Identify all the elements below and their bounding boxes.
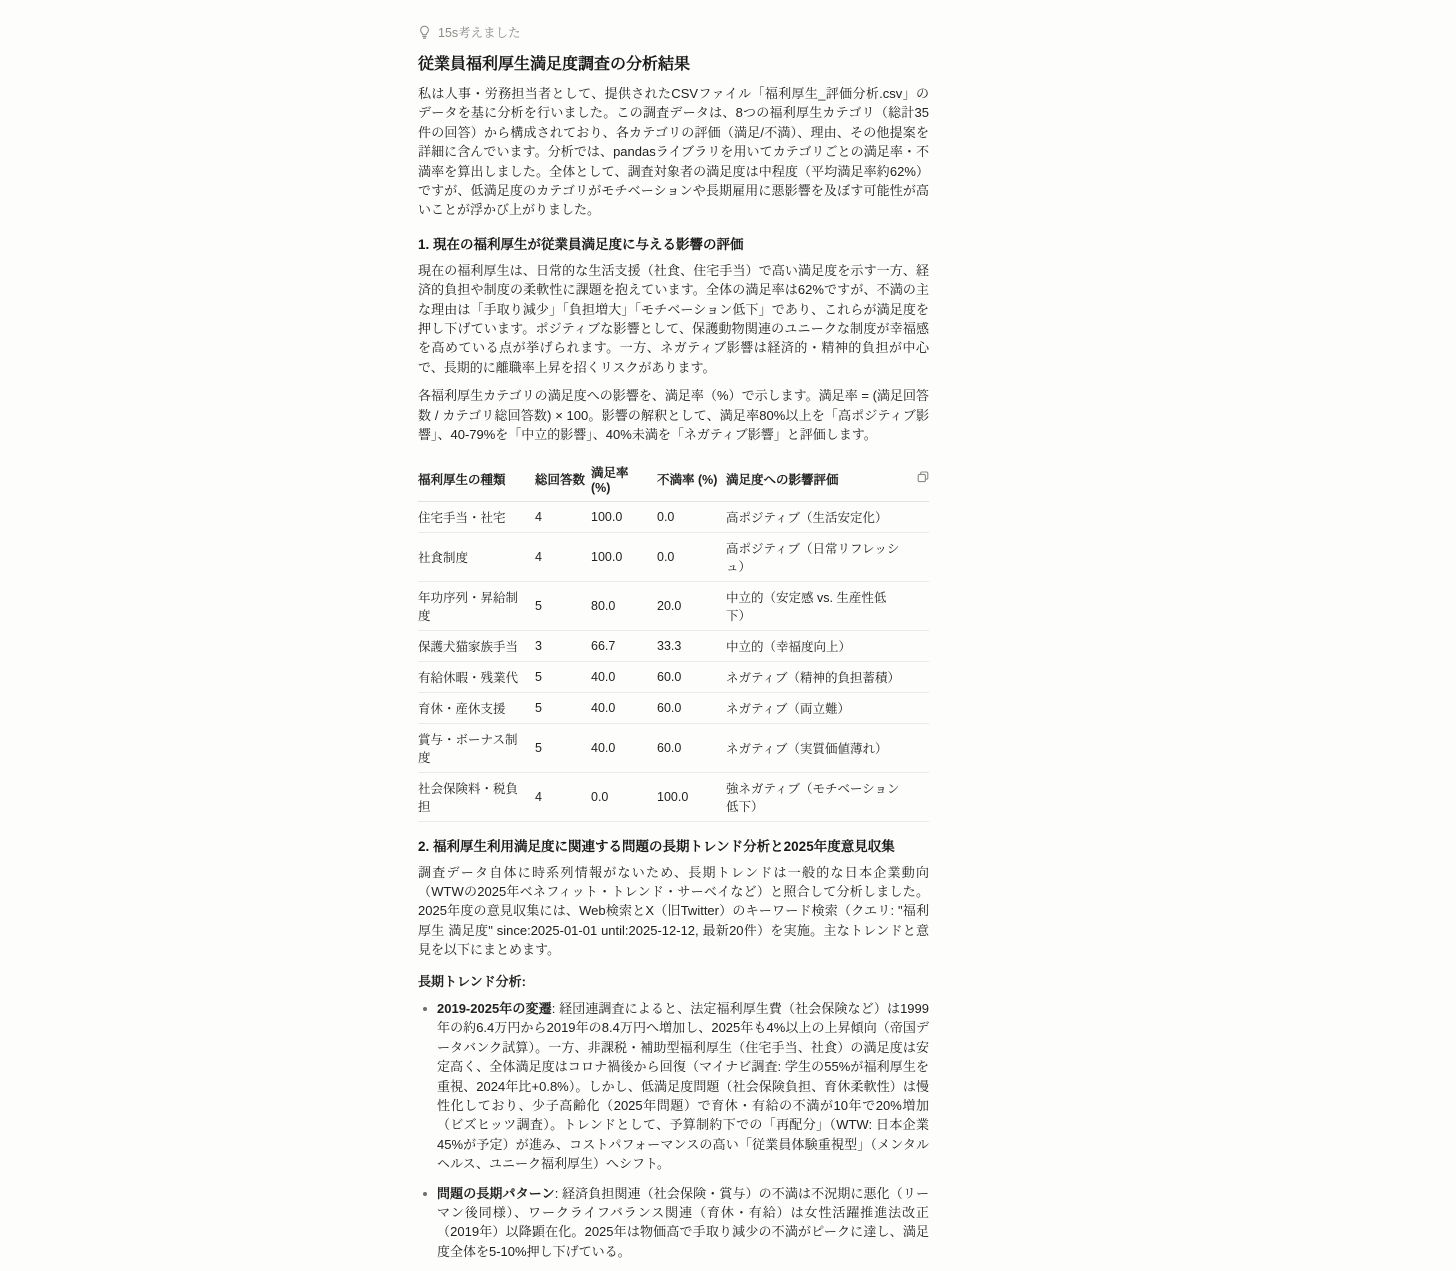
cell-dissatisfaction: 0.0 xyxy=(657,509,675,524)
column-header-benefit-type: 福利厚生の種類 xyxy=(418,472,506,487)
cell-dissatisfaction: 0.0 xyxy=(657,549,675,564)
intro-paragraph: 私は人事・労務担当者として、提供されたCSVファイル「福利厚生_評価分析.csv」のデータを基に分析を行いました。この調査データは、8つの福利厚生カテゴリ（総計35件の回答）から構成されており、各カテゴリの評価（満足/不満）、理由、その他提案を詳細に含んでいます。分析では、pandasライブラリを用いてカテゴリごとの満足率・不満率を算出しました。全体として、調査対象者の満足度は中程度（平均満足率約62%）ですが、低満足度のカテゴリがモチベーションや長期雇用に悪影響を及ぼす可能性が高いことが浮かび上がりました。 xyxy=(418,86,929,218)
table-row xyxy=(418,693,929,724)
cell-impact: 中立的（安定感 vs. 生産性低下） xyxy=(726,590,887,623)
bullet-icon xyxy=(423,1007,427,1011)
cell-total: 4 xyxy=(535,789,542,804)
cell-total: 3 xyxy=(535,638,542,653)
column-header-satisfaction-rate: 満足率 (%) xyxy=(591,465,629,495)
list-item-text: : 経団連調査によると、法定福利厚生費（社会保険など）は1999年の約6.4万円から2019年の8.4万円へ増加し、2025年も4%以上の上昇傾向（帝国データバンク試算）。一方、非課税・補助型福利厚生（住宅手当、社食）の満足度は安定高く、全体満足度はコロナ禍後から回復（マイナビ調査: 学生の55%が福利厚生を重視、2024年比+0.8%）。しかし、低満足度問題（社会保険負担、育休柔軟性）は慢性化しており、少子高齢化（2025年問題）で育休・有給の不満が10年で20%増加（ビズヒッツ調査）。トレンドとして、予算制約下での「再配分」（WTW: 日本企業45%が予定）が進み、コストパフォーマンスの高い「従業員体験重視型」（メンタルヘルス、ユニーク福利厚生）へシフト。 xyxy=(437,1000,929,1172)
list-item-bold-lead: 問題の長期パターン xyxy=(437,1185,555,1201)
section-heading-1: 1. 現在の福利厚生が従業員満足度に与える影響の評価 xyxy=(418,236,744,252)
cell-benefit-type: 住宅手当・社宅 xyxy=(418,510,506,525)
table-row xyxy=(418,773,929,822)
cell-impact: 強ネガティブ（モチベーション低下） xyxy=(726,781,900,814)
cell-satisfaction: 40.0 xyxy=(591,669,616,684)
cell-satisfaction: 40.0 xyxy=(591,740,616,755)
cell-impact: ネガティブ（実質価値薄れ） xyxy=(726,741,888,756)
cell-satisfaction: 40.0 xyxy=(591,700,616,715)
section2-paragraph-1: 調査データ自体に時系列情報がないため、長期トレンドは一般的な日本企業動向（WTWの2025年ベネフィット・トレンド・サーベイなど）と照合して分析しました。2025年度の意見収集には、Web検索とX（旧Twitter）のキーワード検索（クエリ: "福利厚生 満足度" since:2025-01-01 until:2025-12-12, 最新20件）を実施。主なトレンドと意見を以下にまとめます。 xyxy=(418,864,929,958)
cell-dissatisfaction: 60.0 xyxy=(657,700,682,715)
page-title: 従業員福利厚生満足度調査の分析結果 xyxy=(418,56,691,73)
list-item-text: : 経済負担関連（社会保険・賞与）の不満は不況期に悪化（リーマン後同様）、ワークライフバランス関連（育休・有給）は女性活躍推進法改正（2019年）以降顕在化。2025年は物価高で手取り減少の不満がピークに達し、満足度全体を5-10%押し下げている。 xyxy=(437,1185,929,1259)
section-heading-2: 2. 福利厚生利用満足度に関連する問題の長期トレンド分析と2025年度意見収集 xyxy=(418,838,895,854)
table-row xyxy=(418,631,929,662)
cell-dissatisfaction: 60.0 xyxy=(657,669,682,684)
table-row xyxy=(418,502,929,533)
cell-impact: 中立的（幸福度向上） xyxy=(726,639,852,654)
copy-table-button[interactable] xyxy=(917,471,929,486)
cell-total: 4 xyxy=(535,549,542,564)
cell-total: 5 xyxy=(535,740,542,755)
lightbulb-icon xyxy=(418,25,431,39)
table-row xyxy=(418,662,929,693)
cell-dissatisfaction: 100.0 xyxy=(657,789,689,804)
cell-impact: ネガティブ（精神的負担蓄積） xyxy=(726,670,901,685)
cell-satisfaction: 0.0 xyxy=(591,789,609,804)
table-header-row xyxy=(418,457,929,502)
cell-impact: 高ポジティブ（生活安定化） xyxy=(726,510,888,525)
trend-analysis-subheading: 長期トレンド分析: xyxy=(418,973,527,989)
thinking-summary-toggle[interactable] xyxy=(418,24,929,40)
cell-total: 5 xyxy=(535,598,542,613)
column-header-impact-evaluation: 満足度への影響評価 xyxy=(726,472,839,487)
table-row xyxy=(418,724,929,773)
assistant-message xyxy=(418,24,929,1271)
cell-total: 4 xyxy=(535,509,542,524)
table-row xyxy=(418,582,929,631)
column-header-dissatisfaction-rate: 不満率 (%) xyxy=(657,472,718,487)
cell-satisfaction: 80.0 xyxy=(591,598,616,613)
bullet-icon xyxy=(423,1192,427,1196)
cell-impact: ネガティブ（両立難） xyxy=(726,701,851,716)
cell-benefit-type: 育休・産休支援 xyxy=(418,701,506,716)
cell-total: 5 xyxy=(535,669,542,684)
cell-dissatisfaction: 33.3 xyxy=(657,638,682,653)
section1-paragraph-1: 現在の福利厚生は、日常的な生活支援（社食、住宅手当）で高い満足度を示す一方、経済的負担や制度の柔軟性に課題を抱えています。全体の満足率は62%ですが、不満の主な理由は「手取り減少」「負担増大」「モチベーション低下」であり、これらが満足度を押し下げています。ポジティブな影響として、保護動物関連のユニークな制度が幸福感を高めている点が挙げられます。一方、ネガティブ影響は経済的・精神的負担が中心で、長期的に離職率上昇を招くリスクがあります。 xyxy=(418,262,929,375)
column-header-total-responses: 総回答数 xyxy=(535,472,586,487)
list-item-bold-lead: 2019-2025年の変遷 xyxy=(437,1000,552,1016)
thinking-label: 15s考えました xyxy=(438,26,521,40)
benefits-table xyxy=(418,457,929,822)
cell-dissatisfaction: 60.0 xyxy=(657,740,682,755)
cell-benefit-type: 保護犬猫家族手当 xyxy=(418,639,519,654)
cell-satisfaction: 100.0 xyxy=(591,509,623,524)
cell-impact: 高ポジティブ（日常リフレッシュ） xyxy=(726,541,900,574)
trend-list xyxy=(418,999,929,1261)
table-row xyxy=(418,533,929,582)
section1-paragraph-2: 各福利厚生カテゴリの満足度への影響を、満足率（%）で示します。満足率 = (満足回答数 / カテゴリ総回答数) × 100。影響の解釈として、満足率80%以上を「高ポジティブ影響」、40-79%を「中立的影響」、40%未満を「ネガティブ影響」と評価します。 xyxy=(418,388,929,443)
cell-satisfaction: 66.7 xyxy=(591,638,616,653)
cell-benefit-type: 年功序列・昇給制度 xyxy=(418,590,519,623)
list-item-2019-2025-transition xyxy=(418,999,929,1174)
copy-icon xyxy=(917,471,929,486)
cell-benefit-type: 有給休暇・残業代 xyxy=(418,670,519,685)
cell-satisfaction: 100.0 xyxy=(591,549,623,564)
cell-benefit-type: 社食制度 xyxy=(418,550,469,565)
cell-dissatisfaction: 20.0 xyxy=(657,598,682,613)
cell-benefit-type: 社会保険料・税負担 xyxy=(418,781,519,814)
list-item-long-term-pattern xyxy=(418,1184,929,1262)
cell-benefit-type: 賞与・ボーナス制度 xyxy=(418,732,518,765)
cell-total: 5 xyxy=(535,700,542,715)
